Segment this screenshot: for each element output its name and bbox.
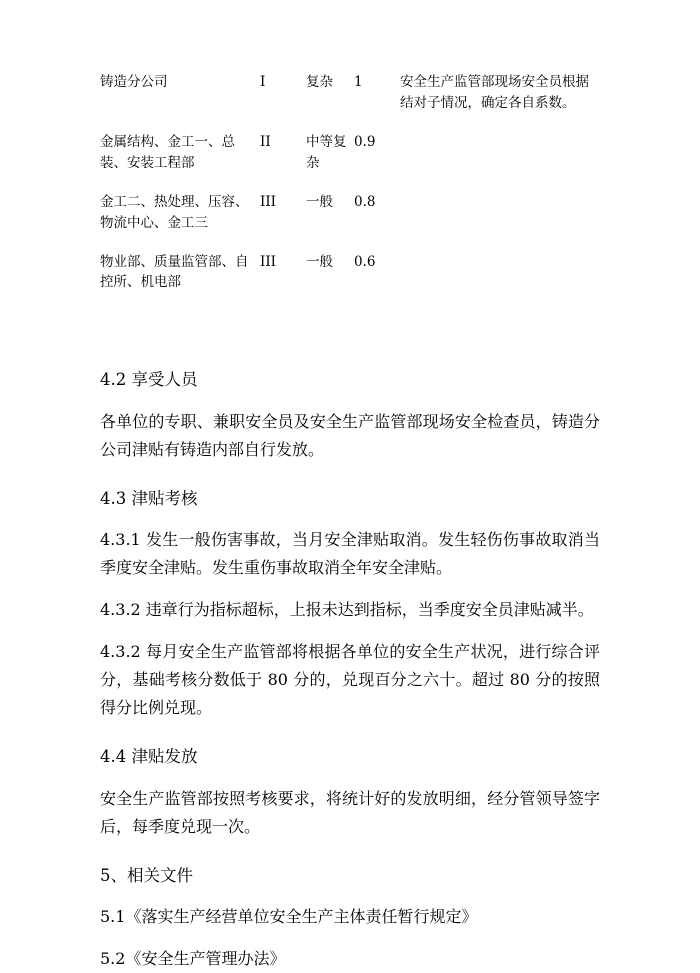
- allowance-coefficient-table: [100, 72, 600, 311]
- table-cell-note: [400, 252, 600, 312]
- section-distribution: [100, 744, 600, 840]
- table-cell-level: III: [260, 253, 276, 270]
- table-cell-desc: 复杂: [306, 74, 333, 90]
- table-cell-unit: 铸造分公司: [100, 74, 168, 90]
- section-heading: 4.3 津贴考核: [100, 488, 198, 508]
- table-cell-coefficient: 0.8: [354, 193, 376, 210]
- table-cell-unit: 金属结构、金工一、总装、安装工程部: [100, 133, 235, 171]
- section-paragraph: 4.3.2 每月安全生产监管部将根据各单位的安全生产状况，进行综合评分，基础考核分数低于 80 分的，兑现百分之六十。超过 80 分的按照得分比例兑现。: [100, 642, 600, 718]
- table-row: [100, 132, 600, 192]
- section-paragraph: 5.1《落实生产经营单位安全生产主体责任暂行规定》: [100, 906, 478, 926]
- table-cell-coefficient: 0.9: [354, 133, 376, 150]
- section-paragraph: 5.2《安全生产管理办法》: [100, 948, 286, 968]
- section-paragraph: 安全生产监管部按照考核要求，将统计好的发放明细，经分管领导签字后，每季度兑现一次。: [100, 788, 600, 836]
- table-cell-level: I: [260, 74, 266, 90]
- section-related-documents: [100, 863, 600, 973]
- table-row: [100, 252, 600, 312]
- table-cell-coefficient: 1: [354, 74, 363, 90]
- section-heading: 5、相关文件: [100, 865, 193, 885]
- section-heading: 4.4 津贴发放: [100, 747, 198, 767]
- table-row: [100, 72, 600, 132]
- section-paragraph: 各单位的专职、兼职安全员及安全生产监管部现场安全检查员，铸造分公司津贴有铸造内部自行发放。: [100, 411, 600, 459]
- section-heading: 4.2 享受人员: [100, 370, 198, 390]
- table-cell-desc: 一般: [306, 193, 333, 210]
- section-spacer: [100, 311, 600, 341]
- section-beneficiaries: [100, 367, 600, 463]
- table-cell-note: 安全生产监管部现场安全员根据结对子情况，确定各自系数。: [400, 74, 589, 111]
- table-cell-unit: 物业部、质量监管部、自控所、机电部: [100, 253, 249, 291]
- table-cell-note: [400, 132, 600, 192]
- table-row: [100, 192, 600, 252]
- table-cell-level: II: [260, 133, 271, 150]
- table-cell-unit: 金工二、热处理、压容、物流中心、金工三: [100, 193, 249, 231]
- table-cell-note: [400, 192, 600, 252]
- section-assessment: [100, 486, 600, 722]
- section-paragraph: 4.3.2 违章行为指标超标，上报未达到指标，当季度安全员津贴减半。: [100, 600, 594, 620]
- section-paragraph: 4.3.1 发生一般伤害事故，当月安全津贴取消。发生轻伤伤事故取消当季度安全津贴。发生重伤事故取消全年安全津贴。: [100, 530, 600, 578]
- table-cell-level: III: [260, 193, 276, 210]
- table-cell-coefficient: 0.6: [354, 253, 376, 270]
- table-cell-desc: 一般: [306, 253, 333, 270]
- table-cell-desc: 中等复杂: [306, 133, 347, 171]
